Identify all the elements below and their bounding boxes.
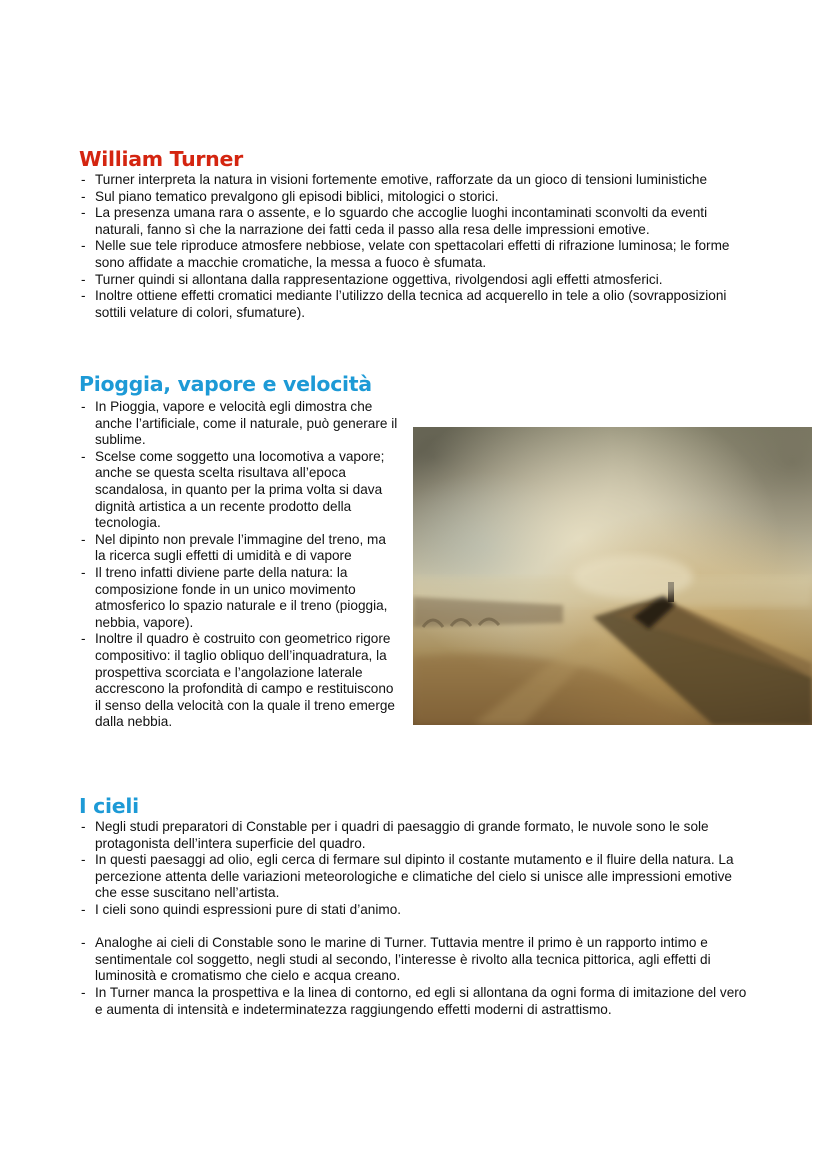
list-item: - Negli studi preparatori di Constable per i quadri di paesaggio di grande formato, le nuvole sono le sole protagonista dell’intera superficie del quadro. — [79, 819, 751, 852]
section-william-turner-list — [79, 172, 749, 321]
list-item: - Inoltre il quadro è costruito con geometrico rigore compositivo: il taglio obliquo dell’inquadratura, la prospettiva scorciata e l’angolazione laterale accrescono la profondità di campo e restituiscono il senso della velocità con la quale il treno emerge dalla nebbia. — [79, 631, 399, 731]
painting-rain-steam-speed — [413, 427, 812, 725]
list-item: - I cieli sono quindi espressioni pure di stati d’animo. — [79, 902, 751, 919]
list-item: - Analoghe ai cieli di Constable sono le marine di Turner. Tuttavia mentre il primo è un rapporto intimo e sentimentale col soggetto, negli studi al secondo, l’interesse è rivolto alla tecnica pittorica, agli effetti di luminosità e cromatismo che cielo e acqua creano. — [79, 935, 751, 985]
list-item: - Nelle sue tele riproduce atmosfere nebbiose, velate con spettacolari effetti di rifrazione luminosa; le forme sono affidate a macchie cromatiche, la messa a fuoco è sfumata. — [79, 238, 749, 271]
list-item: - Turner quindi si allontana dalla rappresentazione oggettiva, rivolgendosi agli effetti atmosferici. — [79, 272, 749, 289]
list-item: - La presenza umana rara o assente, e lo sguardo che accoglie luoghi incontaminati sconvolti da eventi naturali, fanno sì che la narrazione dei fatti ceda il passo alla resa delle impressioni emotive. — [79, 205, 749, 238]
section-pioggia-list — [79, 399, 399, 731]
section-title-i-cieli: I cieli — [79, 794, 139, 818]
painting-image — [413, 427, 812, 725]
list-item: - Inoltre ottiene effetti cromatici mediante l’utilizzo della tecnica ad acquerello in tele a olio (sovrapposizioni sottili velature di colori, sfumature). — [79, 288, 749, 321]
list-item: - Il treno infatti diviene parte della natura: la composizione fonde in un unico movimento atmosferico lo spazio naturale e il treno (pioggia, nebbia, vapore). — [79, 565, 399, 631]
section-title-pioggia-vapore-velocita: Pioggia, vapore e velocità — [79, 372, 372, 396]
list-item: - Turner interpreta la natura in visioni fortemente emotive, rafforzate da un gioco di tensioni luministiche — [79, 172, 749, 189]
list-item: - In questi paesaggi ad olio, egli cerca di fermare sul dipinto il costante mutamento e il fluire della natura. La percezione attenta delle variazioni meteorologiche e climatiche del cielo si unisce alle impressioni emotive che esse suscitano nell’artista. — [79, 852, 751, 902]
list-item: - Scelse come soggetto una locomotiva a vapore; anche se questa scelta risultava all’epoca scandalosa, in quanto per la prima volta si dava dignità artistica a un recente prodotto della tecnologia. — [79, 449, 399, 532]
list-item: - In Pioggia, vapore e velocità egli dimostra che anche l’artificiale, come il naturale, può generare il sublime. — [79, 399, 399, 449]
list-item: - Sul piano tematico prevalgono gli episodi biblici, mitologici o storici. — [79, 189, 749, 206]
list-item: - Nel dipinto non prevale l’immagine del treno, ma la ricerca sugli effetti di umidità e di vapore — [79, 532, 399, 565]
section-i-cieli-list — [79, 819, 751, 1018]
list-item: - In Turner manca la prospettiva e la linea di contorno, ed egli si allontana da ogni forma di imitazione del vero e aumenta di intensità e indeterminatezza raggiungendo effetti moderni di astrattismo. — [79, 985, 751, 1018]
section-title-william-turner: William Turner — [79, 147, 243, 171]
